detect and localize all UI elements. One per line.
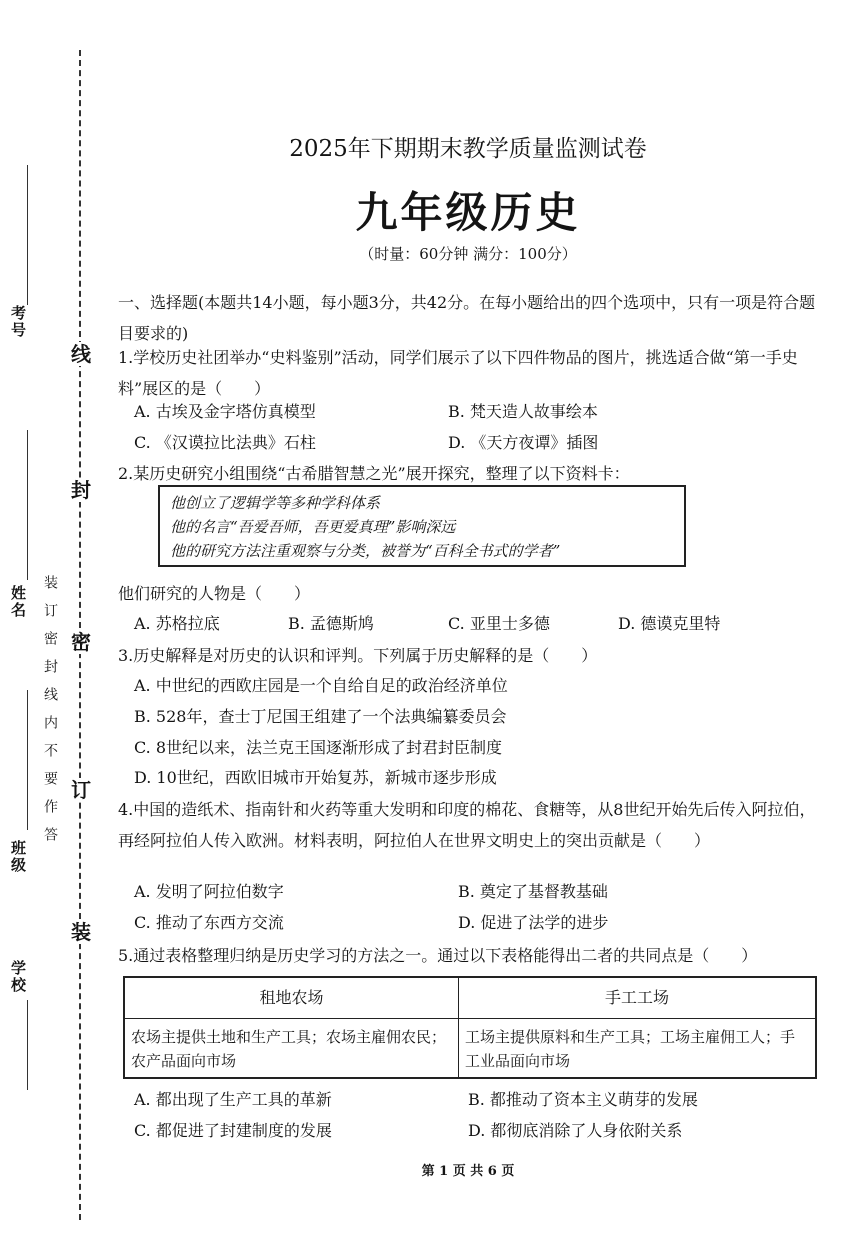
cut-char-xian: 线 — [71, 342, 91, 366]
q5-comparison-table — [123, 976, 817, 1079]
subject-title: 九年级历史 — [355, 188, 581, 237]
q1-option-d[interactable]: D. 《天方夜谭》插图 — [448, 433, 599, 452]
q2-option-d[interactable]: D. 德谟克里特 — [618, 614, 721, 633]
q2-question: 他们研究的人物是（ ） — [118, 584, 311, 603]
table-cell-workshop: 工场主提供原料和生产工具；工场主雇佣工人；手工业品面向市场 — [465, 1028, 796, 1070]
table-col-workshop — [459, 978, 815, 1077]
card-line-3: 他的研究方法注重观察与分类，被誉为“百科全书式的学者” — [170, 542, 561, 560]
card-line-2: 他的名言“吾爱吾师，吾更爱真理”影响深远 — [170, 518, 456, 536]
q5-option-d[interactable]: D. 都彻底消除了人身依附关系 — [468, 1121, 683, 1140]
q3-option-b[interactable]: B. 528年，查士丁尼国王组建了一个法典编纂委员会 — [134, 707, 507, 726]
question-1-stem: 1.学校历史社团举办“史料鉴别”活动，同学们展示了以下四件物品的图片，挑选适合做“第一手史料”展区的是（ ） — [118, 348, 798, 398]
card-line-1: 他创立了逻辑学等多种学科体系 — [170, 494, 381, 512]
q3-option-c[interactable]: C. 8世纪以来，法兰克王国逐渐形成了封君封臣制度 — [134, 738, 503, 757]
cut-char-feng: 封 — [71, 478, 91, 502]
q4-option-d[interactable]: D. 促进了法学的进步 — [458, 913, 609, 932]
name-label: 姓名 — [9, 585, 27, 619]
q2-resource-card — [158, 485, 686, 567]
q4-option-a[interactable]: A. 发明了阿拉伯数字 — [134, 882, 284, 901]
q3-option-a[interactable]: A. 中世纪的西欧庄园是一个自给自足的政治经济单位 — [134, 676, 508, 695]
q3-option-d[interactable]: D. 10世纪，西欧旧城市开始复苏，新城市逐步形成 — [134, 768, 497, 787]
exam-number-line — [27, 165, 28, 305]
q5-option-b[interactable]: B. 都推动了资本主义萌芽的发展 — [468, 1090, 698, 1109]
cut-char-zhuang: 装 — [71, 920, 91, 944]
exam-number-label: 考号 — [9, 305, 27, 339]
q2-option-a[interactable]: A. 苏格拉底 — [134, 614, 220, 633]
q2-option-b[interactable]: B. 孟德斯鸠 — [288, 614, 374, 633]
school-line — [27, 1000, 28, 1090]
section-heading: 一、选择题(本题共14小题，每小题3分，共42分。在每小题给出的四个选项中，只有一项是符合题目要求的) — [118, 293, 816, 343]
binding-notice: 装订密封线内不要作答 — [42, 575, 58, 855]
q5-option-a[interactable]: A. 都出现了生产工具的革新 — [134, 1090, 332, 1109]
q4-option-b[interactable]: B. 奠定了基督教基础 — [458, 882, 608, 901]
question-3-stem: 3.历史解释是对历史的认识和评判。下列属于历史解释的是（ ） — [118, 646, 598, 665]
question-4-stem: 4.中国的造纸术、指南针和火药等重大发明和印度的棉花、食糖等，从8世纪开始先后传入阿拉伯，再经阿拉伯人传入欧洲。材料表明，阿拉伯人在世界文明史上的突出贡献是（ ） — [118, 800, 816, 850]
question-2-stem: 2.某历史研究小组围绕“古希腊智慧之光”展开探究，整理了以下资料卡： — [118, 464, 630, 483]
name-line — [27, 430, 28, 580]
class-label: 班级 — [9, 840, 27, 874]
q5-option-c[interactable]: C. 都促进了封建制度的发展 — [134, 1121, 332, 1140]
table-header-farm: 租地农场 — [125, 978, 458, 1019]
q1-option-c[interactable]: C. 《汉谟拉比法典》石柱 — [134, 433, 316, 452]
binding-margin — [0, 0, 110, 1260]
exam-title: 2025年下期期末教学质量监测试卷 — [289, 136, 647, 162]
table-col-farm — [125, 978, 459, 1077]
cut-char-ding: 订 — [71, 778, 91, 802]
table-header-workshop: 手工工场 — [459, 978, 815, 1019]
q2-option-c[interactable]: C. 亚里士多德 — [448, 614, 550, 633]
time-info: （时量：60分钟 满分：100分） — [359, 245, 577, 263]
q1-option-a[interactable]: A. 古埃及金字塔仿真模型 — [134, 402, 316, 421]
q1-option-b[interactable]: B. 梵天造人故事绘本 — [448, 402, 598, 421]
cut-char-mi: 密 — [71, 630, 91, 654]
q4-option-c[interactable]: C. 推动了东西方交流 — [134, 913, 284, 932]
page-number: 第 1 页 共 6 页 — [421, 1164, 515, 1179]
question-5-stem: 5.通过表格整理归纳是历史学习的方法之一。通过以下表格能得出二者的共同点是（ ） — [118, 946, 758, 965]
school-label: 学校 — [9, 960, 27, 994]
class-line — [27, 690, 28, 830]
table-cell-farm: 农场主提供土地和生产工具；农场主雇佣农民；农产品面向市场 — [131, 1028, 447, 1070]
